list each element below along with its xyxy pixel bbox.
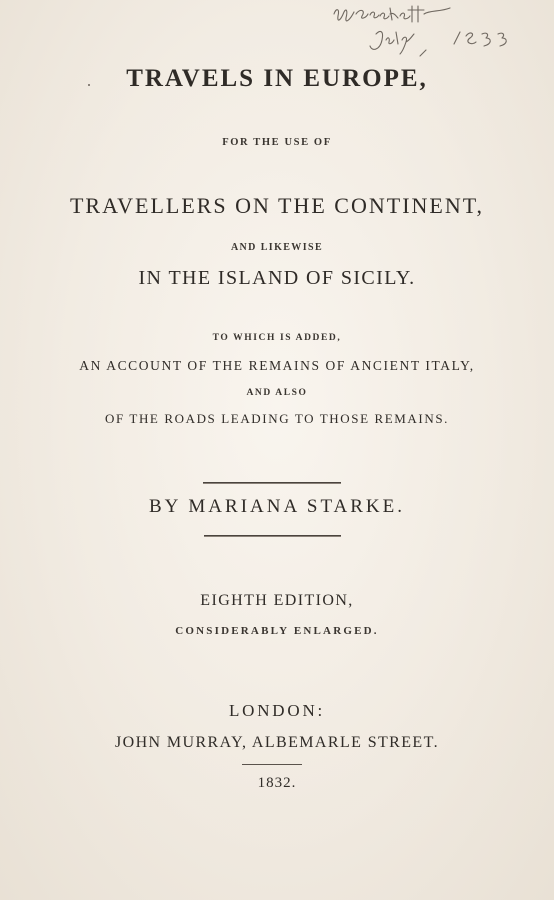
publisher-line: JOHN MURRAY, ALBEMARLE STREET. — [115, 734, 439, 751]
rule-below-author — [204, 535, 341, 537]
author-line: BY MARIANA STARKE. — [148, 496, 406, 517]
rule-above-author — [203, 482, 341, 484]
edition-line: EIGHTH EDITION, — [200, 592, 354, 609]
enlarged-line: CONSIDERABLY ENLARGED. — [175, 625, 379, 637]
handwritten-inscription — [320, 0, 550, 70]
likewise-line: AND LIKEWISE — [230, 242, 324, 253]
book-title: TRAVELS IN EUROPE, — [126, 65, 428, 92]
publication-year: 1832. — [257, 775, 297, 791]
account-line: AN ACCOUNT OF THE REMAINS OF ANCIENT ITALY, — [79, 358, 475, 373]
audience-line: TRAVELLERS ON THE CONTINENT, — [69, 193, 485, 218]
island-line: IN THE ISLAND OF SICILY. — [138, 267, 416, 289]
rule-above-year — [242, 764, 302, 765]
place-of-publication: LONDON: — [228, 701, 326, 720]
and-also-line: AND ALSO — [246, 388, 308, 398]
roads-line: OF THE ROADS LEADING TO THOSE REMAINS. — [104, 411, 450, 426]
to-which-added-line: TO WHICH IS ADDED, — [212, 333, 342, 343]
for-use-line: FOR THE USE OF — [222, 137, 332, 148]
